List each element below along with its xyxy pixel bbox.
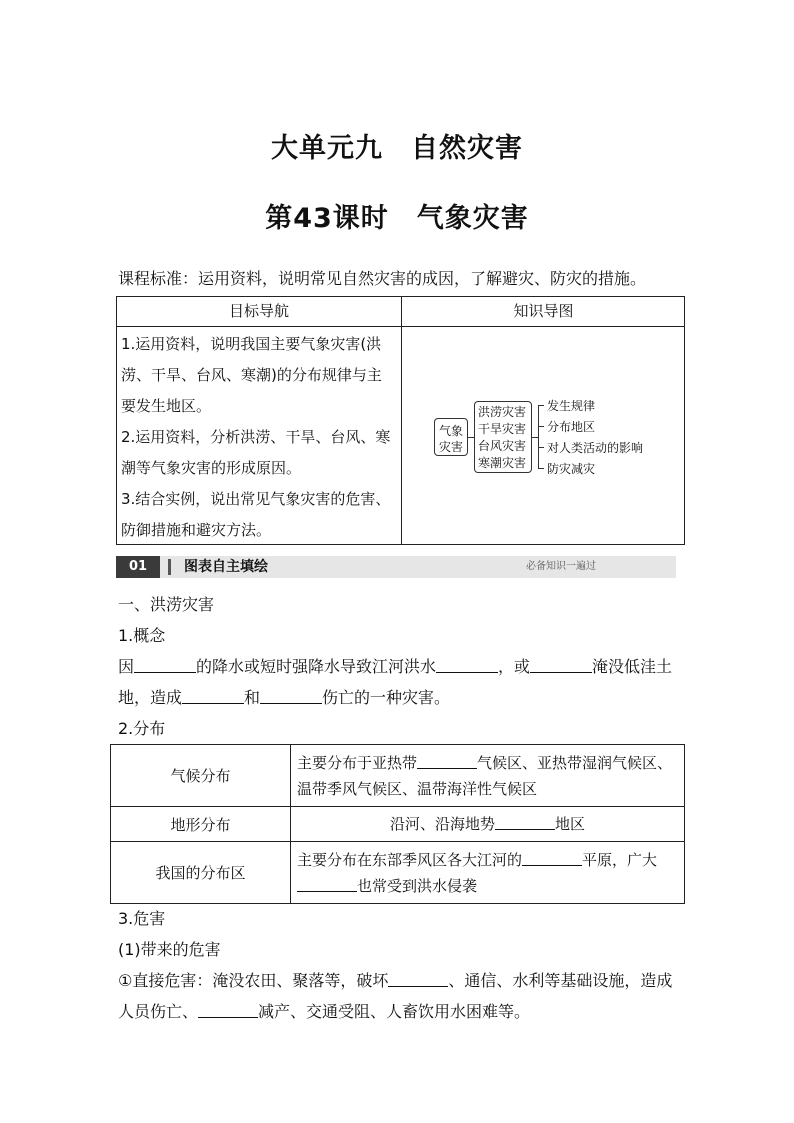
objective-line: 1.运用资料，说明我国主要气象灾害(洪 xyxy=(121,335,382,353)
objectives-list xyxy=(117,329,405,546)
flood-heading: 一、洪涝灾害 xyxy=(118,595,215,614)
lesson-title: 第43课时 气象灾害 xyxy=(265,203,529,234)
objectives-header: 目标导航 xyxy=(228,302,289,320)
blank[interactable] xyxy=(182,687,244,704)
harm-subheading: (1)带来的危害 xyxy=(118,940,221,959)
blank[interactable] xyxy=(417,752,477,769)
mindmap-root: 气象 灾害 xyxy=(434,418,468,456)
row-label: 气候分布 xyxy=(111,745,291,807)
mindmap-type: 寒潮灾害 xyxy=(478,456,527,470)
objective-line: 涝、干旱、台风、寒潮)的分布规律与主 xyxy=(121,366,382,384)
blank[interactable] xyxy=(522,849,582,866)
harm-line-2: 人员伤亡、 减产、交通受阻、人畜饮用水困难等。 xyxy=(118,1002,531,1021)
blank[interactable] xyxy=(198,1001,258,1018)
mindmap-aspect: 分布地区 xyxy=(547,420,596,434)
row-label: 地形分布 xyxy=(111,807,291,842)
blank[interactable] xyxy=(495,813,555,830)
concept-heading: 1.概念 xyxy=(118,626,166,645)
row-value: 沿河、沿海地势 地区 xyxy=(291,807,685,842)
blank[interactable] xyxy=(134,656,196,673)
mindmap-aspect: 防灾减灾 xyxy=(547,462,596,476)
mindmap-type: 洪涝灾害 xyxy=(478,405,527,419)
harm-heading: 3.危害 xyxy=(118,909,166,928)
blank[interactable] xyxy=(388,970,448,987)
distribution-heading: 2.分布 xyxy=(118,719,166,738)
unit-title: 大单元九 自然灾害 xyxy=(271,133,523,164)
table-row xyxy=(111,807,685,842)
mindmap-type: 台风灾害 xyxy=(478,439,527,453)
concept-line-1: 因 的降水或短时强降水导致江河洪水 ，或 淹没低洼土 xyxy=(118,657,673,676)
table-row xyxy=(111,745,685,807)
blank[interactable] xyxy=(436,656,498,673)
section-name: 图表自主填绘 xyxy=(184,559,268,575)
distribution-table xyxy=(110,744,685,904)
mindmap-header: 知识导图 xyxy=(513,302,574,320)
blank[interactable] xyxy=(530,656,592,673)
mindmap-aspect: 对人类活动的影响 xyxy=(547,441,644,455)
mindmap-type: 干旱灾害 xyxy=(478,422,527,436)
objective-line: 潮等气象灾害的形成原因。 xyxy=(121,459,302,477)
concept-line-2: 地，造成 和 伤亡的一种灾害。 xyxy=(118,688,451,707)
objectives-table xyxy=(116,296,685,545)
section-divider xyxy=(168,559,171,575)
objective-line: 防御措施和避灾方法。 xyxy=(121,521,272,539)
harm-line-1: ①直接危害：淹没农田、聚落等，破坏 、通信、水利等基础设施，造成 xyxy=(118,971,673,990)
objective-line: 要发生地区。 xyxy=(121,397,212,415)
section-number: 01 xyxy=(116,556,160,578)
section-banner xyxy=(116,556,676,578)
row-label: 我国的分布区 xyxy=(111,842,291,904)
section-side-note: 必备知识一遍过 xyxy=(526,561,596,572)
blank[interactable] xyxy=(260,687,322,704)
course-standard: 课程标准：运用资料，说明常见自然灾害的成因，了解避灾、防灾的措施。 xyxy=(118,269,647,288)
mindmap-types-box xyxy=(474,401,532,473)
mindmap-aspect: 发生规律 xyxy=(547,399,596,413)
blank[interactable] xyxy=(297,875,357,892)
table-row xyxy=(111,842,685,904)
objective-line: 2.运用资料，分析洪涝、干旱、台风、寒 xyxy=(121,428,391,446)
row-value: 主要分布于亚热带 气候区、亚热带湿润气候区、 温带季风气候区、温带海洋性气候区 xyxy=(291,745,685,807)
row-value: 主要分布在东部季风区各大江河的 平原，广大 也常受到洪水侵袭 xyxy=(291,842,685,904)
objective-line: 3.结合实例，说出常见气象灾害的危害、 xyxy=(121,490,391,508)
